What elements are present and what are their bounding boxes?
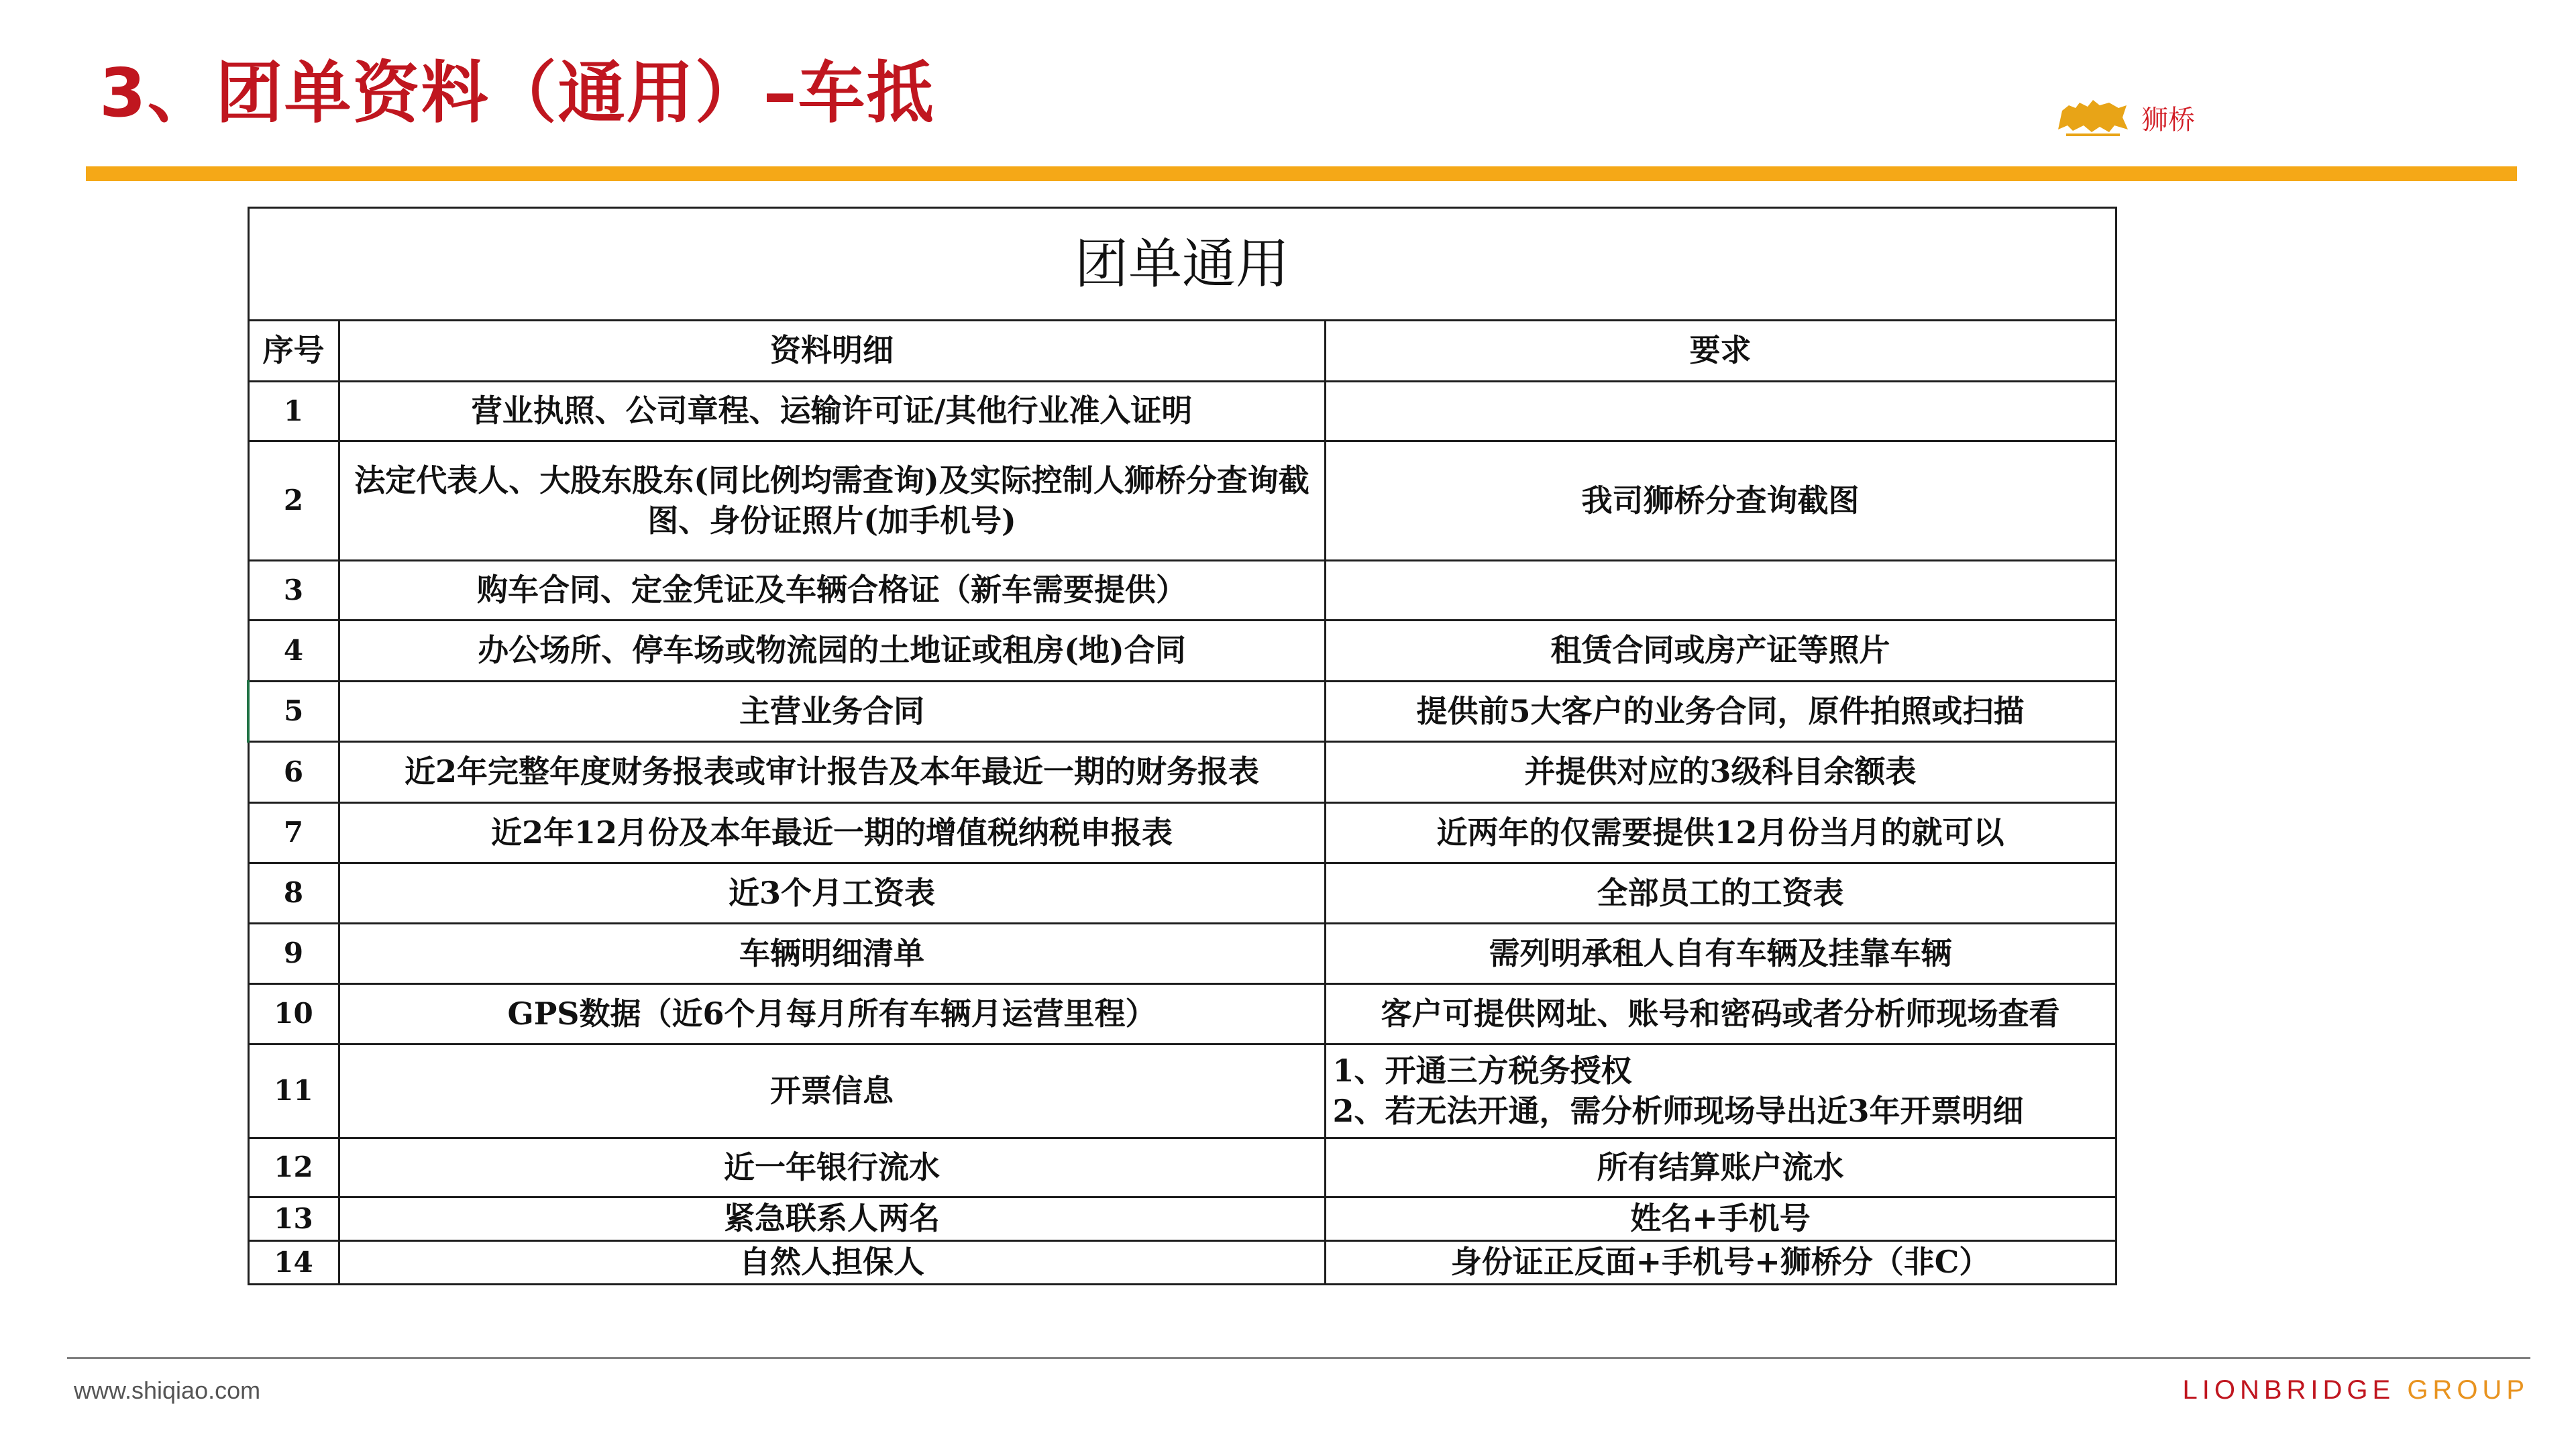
table-row-selected [248, 682, 2116, 742]
header-detail: 资料明细 [339, 321, 1325, 382]
row-requirement: 姓名+手机号 [1325, 1197, 2116, 1241]
lion-logo-icon [2053, 91, 2133, 144]
row-number: 1 [248, 382, 339, 441]
table-row [248, 803, 2116, 863]
table-row [248, 441, 2116, 561]
table-row [248, 1044, 2116, 1138]
table-row [248, 621, 2116, 682]
row-requirement [1325, 561, 2116, 621]
row-number: 12 [248, 1138, 339, 1197]
row-requirement: 所有结算账户流水 [1325, 1138, 2116, 1197]
row-detail: 近一年银行流水 [339, 1138, 1325, 1197]
row-detail: GPS数据（近6个月每月所有车辆月运营里程） [339, 984, 1325, 1044]
row-detail: 主营业务合同 [339, 682, 1325, 742]
row-requirement: 并提供对应的3级科目余额表 [1325, 742, 2116, 803]
table-row [248, 863, 2116, 924]
row-number: 5 [248, 682, 339, 742]
requirement-line: 1、开通三方税务授权 [1332, 1052, 1632, 1089]
row-requirement [1325, 382, 2116, 441]
brand-name: LIONBRIDGE [2182, 1375, 2396, 1405]
header-divider [86, 166, 2517, 181]
table-row [248, 742, 2116, 803]
row-requirement: 全部员工的工资表 [1325, 863, 2116, 924]
row-detail: 办公场所、停车场或物流园的土地证或租房(地)合同 [339, 621, 1325, 682]
row-requirement: 身份证正反面+手机号+狮桥分（非C） [1325, 1241, 2116, 1285]
requirement-line: 2、若无法开通，需分析师现场导出近3年开票明细 [1332, 1092, 2024, 1129]
table-row [248, 382, 2116, 441]
row-requirement: 租赁合同或房产证等照片 [1325, 621, 2116, 682]
row-requirement: 我司狮桥分查询截图 [1325, 441, 2116, 561]
company-logo [2053, 91, 2195, 144]
row-requirement: 近两年的仅需要提供12月份当月的就可以 [1325, 803, 2116, 863]
row-detail: 购车合同、定金凭证及车辆合格证（新车需要提供） [339, 561, 1325, 621]
row-number: 2 [248, 441, 339, 561]
row-detail: 近3个月工资表 [339, 863, 1325, 924]
row-number: 3 [248, 561, 339, 621]
slide-title: 3、团单资料（通用）–车抵 [99, 54, 935, 132]
row-requirement: 需列明承租人自有车辆及挂靠车辆 [1325, 924, 2116, 984]
row-number: 11 [248, 1044, 339, 1138]
row-detail: 自然人担保人 [339, 1241, 1325, 1285]
row-detail: 近2年完整年度财务报表或审计报告及本年最近一期的财务报表 [339, 742, 1325, 803]
row-number: 6 [248, 742, 339, 803]
row-number: 13 [248, 1197, 339, 1241]
table-row [248, 1241, 2116, 1285]
logo-text: 狮桥 [2141, 104, 2195, 136]
header-number: 序号 [248, 321, 339, 382]
row-detail: 营业执照、公司章程、运输许可证/其他行业准入证明 [339, 382, 1325, 441]
row-number: 7 [248, 803, 339, 863]
requirements-table [247, 207, 2117, 1285]
row-detail: 车辆明细清单 [339, 924, 1325, 984]
website-link[interactable]: www.shiqiao.com [74, 1377, 261, 1404]
table-row [248, 924, 2116, 984]
row-number: 14 [248, 1241, 339, 1285]
row-requirement: 提供前5大客户的业务合同，原件拍照或扫描 [1325, 682, 2116, 742]
row-detail: 紧急联系人两名 [339, 1197, 1325, 1241]
row-detail: 近2年12月份及本年最近一期的增值税纳税申报表 [339, 803, 1325, 863]
row-number: 4 [248, 621, 339, 682]
row-detail: 法定代表人、大股东股东(同比例均需查询)及实际控制人狮桥分查询截图、身份证照片(加手机号) [339, 441, 1325, 561]
table-row [248, 1197, 2116, 1241]
table-row [248, 561, 2116, 621]
table-caption: 团单通用 [248, 208, 2116, 321]
table-row [248, 1138, 2116, 1197]
row-requirement: 客户可提供网址、账号和密码或者分析师现场查看 [1325, 984, 2116, 1044]
brand-wordmark [2182, 1375, 2529, 1405]
row-detail: 开票信息 [339, 1044, 1325, 1138]
brand-group: GROUP [2407, 1375, 2529, 1405]
row-requirement [1325, 1044, 2116, 1138]
table-row [248, 984, 2116, 1044]
row-number: 10 [248, 984, 339, 1044]
row-number: 9 [248, 924, 339, 984]
header-requirement: 要求 [1325, 321, 2116, 382]
footer-divider [67, 1357, 2530, 1359]
row-number: 8 [248, 863, 339, 924]
